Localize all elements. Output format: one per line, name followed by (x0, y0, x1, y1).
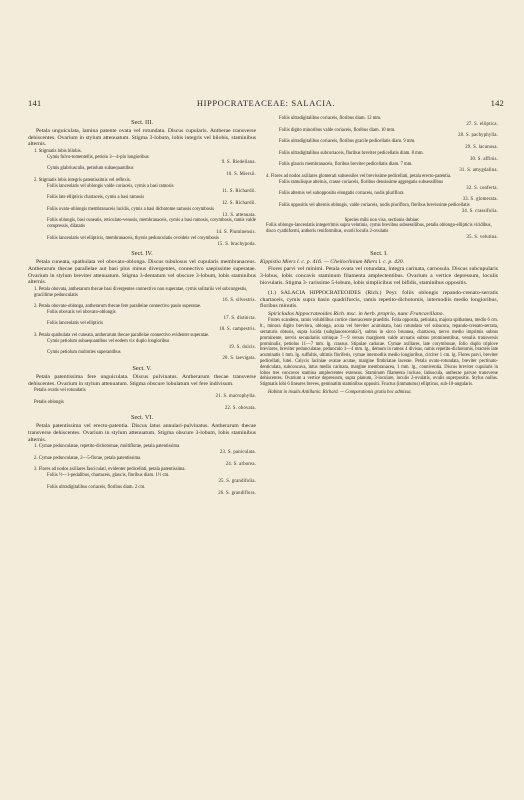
key-entry: Foliis lanceolatis vel oblongis valde coriaceis, cymis a basi ramosis (47, 183, 174, 189)
species-key (28, 388, 256, 411)
key-entry: Foliis glaucis membranaceis, floribus breviter pedicellatis diam. 7 mm. (279, 162, 413, 168)
key-entry: Foliis ultradigitalibus coriaceis, floribus diam. 2 cm. (47, 484, 146, 490)
key-entry: Foliis digito minoribus valde coriaceis, floribus diam. 10 mm. (279, 127, 396, 133)
key-entry: Foliis ultradigitalibus subcoriaceis, floribus breviter pedicellatis diam. 8 mm. (279, 150, 424, 156)
key-lead: 4. Flores ad nodos axillares glomerati subsessiles vel brevissime pedicellati, petala erecto-patentia. (266, 173, 452, 179)
section-description: Petala patentissima fere unguiculata. Discus pulvinatus. Antherarum thecae transverse dehiscentes. Ovarium in stylum attenuatum. Stigma obscure lobulatum vel fere indivisum. (28, 374, 256, 387)
species-key (28, 149, 256, 248)
species-name: 15. S. brachypoda. (217, 241, 256, 247)
key-lead: 2. Stigmatis lobis integris patentissimis vel reflexis. (34, 177, 131, 183)
species-name: 35. S. velutina. (466, 234, 498, 240)
species-name: 17. S. distincta. (223, 315, 256, 321)
species-key (260, 116, 498, 215)
key-entry: Cymis fulvo-tomentellis, petiolo 3—4-plo longioribus (47, 154, 149, 160)
species-name: 11. S. Richardii. (222, 189, 256, 195)
habitat-note: Habitat in insulis Antillanis: Richard. — Comparationis gratia hoc admissa. (268, 390, 412, 396)
species-name: 24. S. arborea. (225, 461, 256, 467)
species-name: 19. S. dulcis. (228, 344, 256, 350)
key-lead: 1. Petala obovata, antherarum thecae basi divergentes connectivo non superatae, cymis solitariis vel subcongestis, gracillime pedunculatis (34, 286, 248, 298)
species-name: 22. S. obovata. (225, 405, 256, 411)
section-heading: Sect. VI. (130, 414, 154, 422)
species-name: 16. S. silvestris. (222, 298, 256, 304)
page-header (28, 98, 504, 110)
species-description: Frutex scandens, ramis volubilibus cortice cinerascente praeditis. Folia opposita, petiolata, majora spithamea, medio 6 cm. lt., minora digito breviora, oblonga, acuta vel breviter acuminata, basi rotundata vel subacuta, repando-crenato-serrata, serraturis obtusis, supra lucida (subglaucescentia?), subtus in sicco brunnea, chartacea, nervo medio imprimis subtus prominente, nervis secundariis utrinque 7—9 versus marginem valde arcuatis subtus prominentibus, venulis transversis prominulis; petiolus 11—7 mm. lg. crassus. Stipulae caducae. Cymae axillares, late corymbosae, folio duplo triplove breviores, breviter pedunculatae, pedunculo 3—4 mm. lg., demum in ramos 4 divisas, ramis repetito-dichotomis, bracteis late acuminatis 1 mm. lg. suffultis, ultimis floriferis, cymae internodiis medio longioribus, circiter 1 cm. lg. Flores parvi, breviter pedicellati, lutei. Calycis laciniae ovatae acutae, margine fimbriatae lacerae. Petala ovato-rotundata, breviter pectinato-denticulata, subconcava, intus medio carinata, margine membranacea, 1 mm. lg., conniventia. Discus breviter cupularis in lobos tres concavos stamina amplectentes extensus. Staminum filamenta incluse, latiuscula, antherae parvae transverse dehiscentes. Ovarium a vertice depressum, supra planum, 3-loculare, loculis 2-ovulatis, ovulis superpositis. Stylus nullus. Stigmatis lobi 6 lineares breves, geminatim staminibus oppositi. Fructus (immaturus) ellipticus, sub-10-angularis. (260, 318, 498, 388)
key-entry: Foliis lanceolatis vel ellipticis (47, 321, 104, 327)
species-name: 34. S. crassifolia. (461, 208, 498, 214)
species-name: 23. S. paniculata. (219, 450, 256, 456)
section-heading: Sect. IV. (131, 250, 153, 258)
species-name: 32. S. conferta. (466, 185, 498, 191)
species-name: 9. S. Riedeliana. (221, 160, 256, 166)
section-description: Petala unguiculata, lamina patente ovata vel rotundata. Discus cupularis. Antherae transverse dehiscentes. Ovarium in stylum attenuatum. Stigma 3-lobum, lobis integris vel bilobis, staminibus alternis. (28, 128, 256, 148)
key-lead: 1. Stigmatis lobis bilobis. (34, 148, 82, 154)
key-entry: Cymis petiolum subaequantibus vel eodem vix duplo longioribus (47, 338, 170, 344)
key-entry: Petalis ovatis vel rotundatis (34, 388, 86, 394)
section-synonyms: Kippistia Miers l. c. p. 416. — Cheiloclinium Miers l. c. p. 420. (260, 258, 405, 265)
species-name: 18. S. campestris. (219, 327, 256, 333)
key-entry: Foliis ovato-oblongis membranaceis lucidis, cymis a basi dichotome ramosis corymbosis (47, 206, 214, 212)
species-name: 25. S. grandifolia. (218, 479, 256, 484)
species-name: 21. S. macrophylla. (215, 394, 256, 400)
key-entry: Foliis ramulisque alternis, crasse coriaceis, floribus densissime aggregatis subsessilibus (279, 179, 444, 185)
key-lead: 2. Petala obovato-oblonga, antherarum thecae fere parallelae connectivo paulo superatae. (34, 304, 202, 310)
page-number-left: 141 (28, 98, 42, 108)
species-name: 31. S. amygdalina. (459, 168, 498, 174)
key-lead: 2. Cymae pedunculatae, 2—5-florae, petala patentissima (34, 455, 141, 461)
species-name: 14. S. Pluminensis. (216, 229, 256, 235)
species-name: 20. S. laevigata. (222, 356, 256, 362)
species-name: 29. S. lacunosa. (465, 144, 498, 150)
section-description: Flores parvi vel minimi. Petala ovata vel rotundata, integra carinata, carnosula. Discus subcupularis 3-lobus, lobis concavis staminum filamenta amplectentibus. Ovarium a vertice depressum, loculis biovulatis. Stigma 3- rarissime 5-lobum, lobis simplicibus vel bifidis, staminibus oppositis. (260, 266, 498, 286)
key-lead: 1. Cymae pedunculatae, repetito-dichotomae, multiflorae, petala patentissima (34, 444, 180, 450)
dubia-heading: Species mihi non visa, sectionis dubiae: (344, 217, 420, 223)
key-entry: Foliis obovatis vel obovato-oblongis (47, 309, 116, 315)
species-name: 33. S. glomerata. (462, 197, 498, 203)
section-heading: Sect. III. (131, 119, 153, 126)
species-name: 27. S. elliptica. (466, 121, 498, 127)
section-heading: Sect. I. (370, 249, 388, 257)
key-entry: Foliis oblongis, basi cuneatis, reticulato-venosis, membranaceis, cymis a basi ramosis, corymbosis, ramis valde compressis, dilatatis (47, 218, 256, 230)
key-lead: 3. Flores ad nodos axillares fasciculati, evidenter pedicellati, petala patentissima. (34, 467, 186, 473)
species-name: 26. S. grandiflora. (218, 490, 256, 496)
key-entry: Foliis late ellipticis chartaceis, cymis a basi ramosis (47, 195, 145, 201)
key-lead: 3. Petala spathulata vel cuneata, antherarum thecae parallelae connectivo evidenter superatae. (34, 333, 210, 339)
species-diagnosis: (1.) SALACIA HIPPOCRATEOIDES (Rich.) Peyr. foliis oblongis repando-crenato-serratis chartaceis, cymis supra basin quadrifurcis, ramis repetito-dichotomis, internodiis medio longioribus, floribus minutis. (260, 290, 498, 310)
section-heading: Sect. V. (132, 365, 152, 373)
species-name: 12. S. Richardii. (222, 200, 256, 206)
dubia-entry: Foliis oblongo-lanceolatis integerrimis supra velutinis, cymis brevibus subsessilibus, petalis oblongo-ellipticis viridibus, disco cyathiformi, antheris reniformibus, ovarii loculis 2-ovulatis (266, 223, 492, 235)
species-key (28, 287, 256, 362)
section-description: Petala cuneata, spathulata vel obovato-oblonga. Discus tubulosus vel cupularis membranaceus. Antherarum thecae parallelae aut basi plus minus divergentes, connectivo saepissime superatae. Ovarium in stylum breviter attenuatum. Stigma 3-dentatum vel obscure 3-lobum, lobis staminibus alternis. (28, 259, 256, 286)
key-entry: Foliis ½—1-pedalibus, chartaceis, glaucis, floribus diam. 1½ cm. (47, 473, 170, 479)
species-synonym: Spiriclados hippocrateoides Rich. msc. in herb. proprio, nunc Francavillano. (268, 310, 444, 317)
key-entry: Foliis ultradigitalibus coriaceis, floribus gracile pedicellatis diam. 9 mm. (279, 139, 416, 145)
left-column (28, 116, 256, 496)
species-name: 28. S. pachyphylla. (458, 133, 498, 139)
species-name: 10. S. Miersii. (226, 171, 256, 177)
key-entry: Foliis lanceolatis vel ellipticis, membranaceis, thyrsis pedunculatis ovoideis vel corymbosis (47, 235, 219, 241)
key-entry: Foliis alternis vel suboppositis elongatis coriaceis, nodis pluriflora (279, 191, 404, 197)
key-entry: Petalis oblongis (34, 399, 64, 405)
key-entry: Cymis petiolum multoties superantibus (47, 350, 121, 356)
right-column (260, 116, 498, 396)
species-name: 30. S. affinis. (469, 156, 498, 162)
page-number-right: 142 (490, 98, 504, 108)
species-key (28, 444, 256, 496)
key-entry: Foliis ultradigitalibus coriaceis, floribus diam. 12 mm. (279, 116, 382, 121)
section-description: Petala patentissima vel erecto-patentia. Discus latus annulari-pulvinatus. Antherarum thecae transverse dehiscentes. Ovarium in stylum attenuatum. Stigma obscure 3-lobum, lobis staminibus alternis. (28, 423, 256, 443)
key-entry: Cymis glabriusculis, petiolum subaequantibus (47, 166, 134, 172)
species-name: 13. S. attenuata. (222, 212, 256, 218)
running-title: HIPPOCRATEACEAE: SALACIA. (196, 98, 336, 108)
key-entry: Foliis oppositis vel alternis oblongis, valde coriaceis, nodis pluriflora, floribus brevissime pedicellatis (279, 202, 470, 208)
